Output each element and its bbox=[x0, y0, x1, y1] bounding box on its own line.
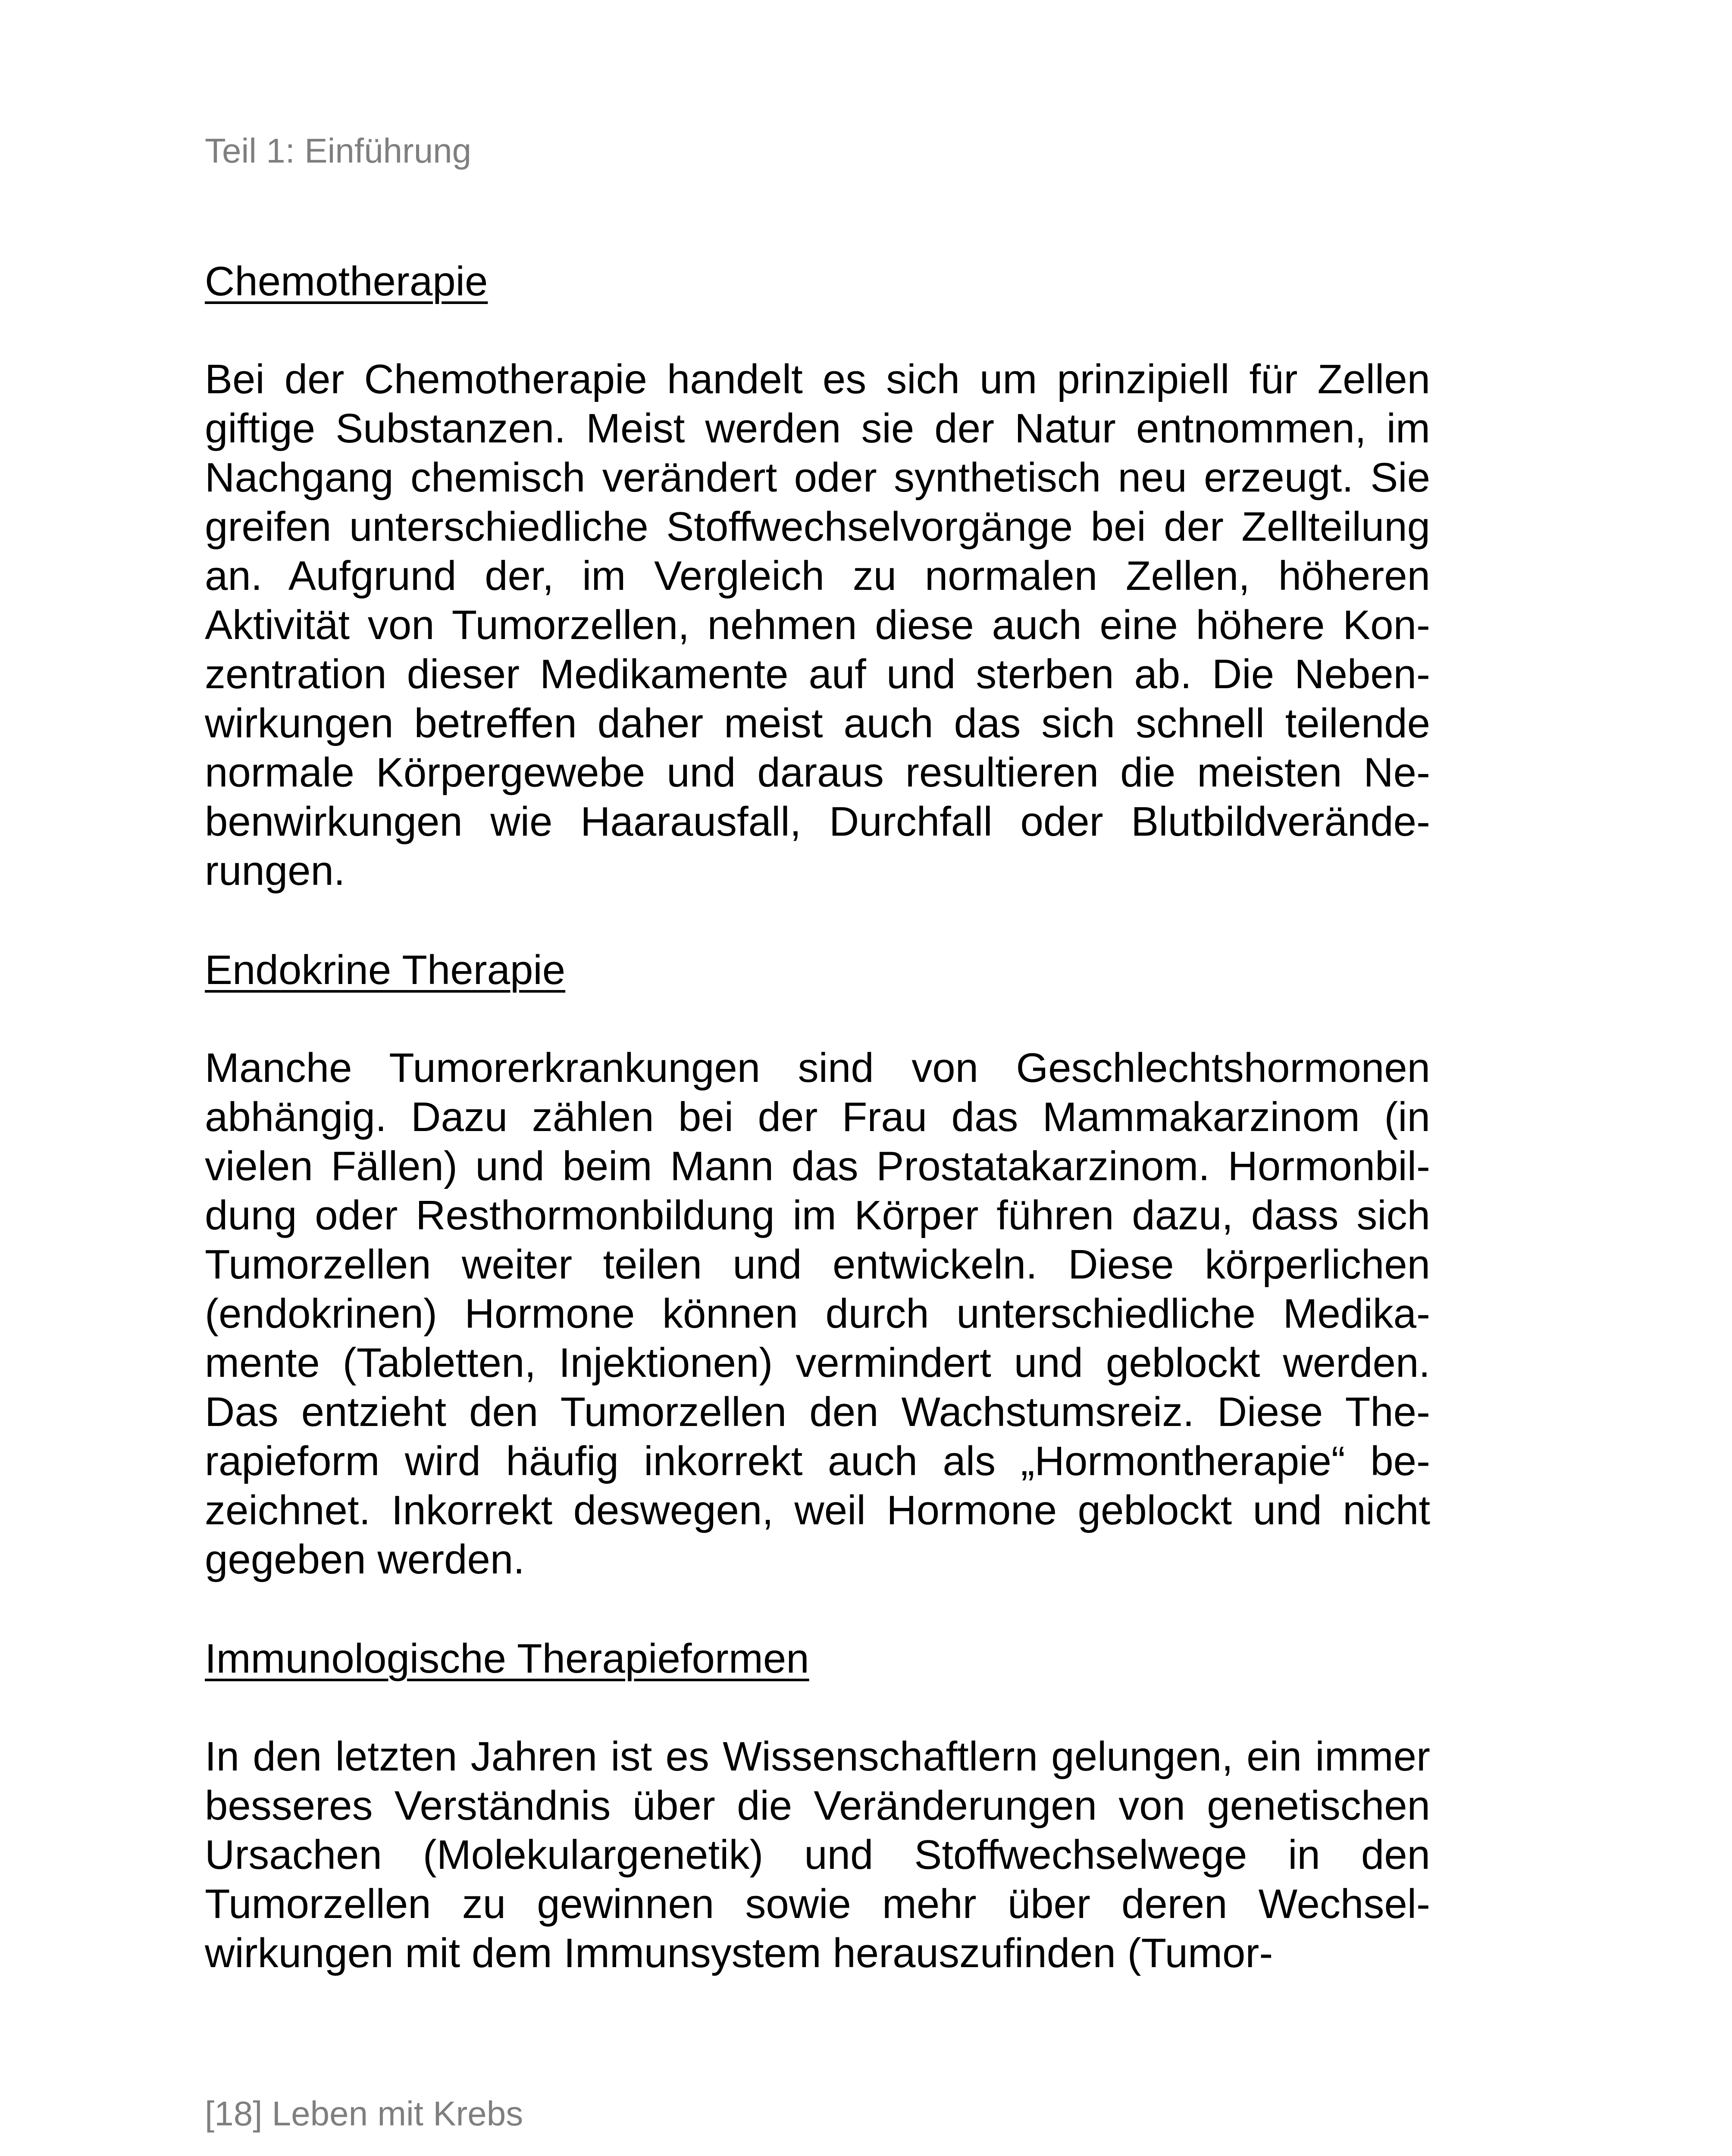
page-content bbox=[205, 257, 1430, 1978]
running-footer: [18] Leben mit Krebs bbox=[205, 2094, 523, 2133]
section-endokrine-therapie bbox=[205, 945, 1430, 1584]
section-immunologische-therapieformen bbox=[205, 1634, 1430, 1978]
section-paragraph: Bei der Chemotherapie handelt es sich um prinzipiell für Zellen giftige Substanzen. Meist werden sie der Natur entnommen, im Nachgang chemisch verändert oder synthetisch neu erzeugt. Sie greifen unterschiedliche Stoffwechselvorgänge bei der Zellteilung an. Aufgrund der, im Vergleich zu normalen Zellen, höheren Aktivität von Tumorzellen, nehmen diese auch eine höhere Konzentration dieser Medikamente auf und sterben ab. Die Nebenwirkungen betreffen daher meist auch das sich schnell teilende normale Körpergewebe und daraus resultieren die meisten Nebenwirkungen wie Haarausfall, Durchfall oder Blutbildveränderungen. bbox=[205, 356, 1430, 894]
section-chemotherapie bbox=[205, 257, 1430, 896]
running-header: Teil 1: Einführung bbox=[205, 132, 472, 170]
section-heading: Chemotherapie bbox=[205, 258, 488, 304]
section-paragraph: In den letzten Jahren ist es Wissenschaftlern gelungen, ein immer besseres Verständnis über die Veränderungen von genetischen Ursachen (Molekulargenetik) und Stoffwechselwege in den Tumorzellen zu gewinnen sowie mehr über deren Wechselwirkungen mit dem Immunsystem herauszufinden (Tumor- bbox=[205, 1733, 1430, 1976]
section-heading: Immunologische Therapieformen bbox=[205, 1636, 809, 1682]
section-paragraph: Manche Tumorerkrankungen sind von Geschlechtshormonen abhängig. Dazu zählen bei der Frau das Mammakarzinom (in vielen Fällen) und beim Mann das Prostatakarzinom. Hormonbildung oder Resthormonbildung im Körper führen dazu, dass sich Tumorzellen weiter teilen und entwickeln. Diese körperlichen (endokrinen) Hormone können durch unterschiedliche Medikamente (Tabletten, Injektionen) vermindert und geblockt werden. Das entzieht den Tumorzellen den Wachstumsreiz. Diese Therapieform wird häufig inkorrekt auch als „Hormontherapie“ bezeichnet. Inkorrekt deswegen, weil Hormone geblockt und nicht gegeben werden. bbox=[205, 1045, 1430, 1583]
section-heading: Endokrine Therapie bbox=[205, 947, 566, 993]
